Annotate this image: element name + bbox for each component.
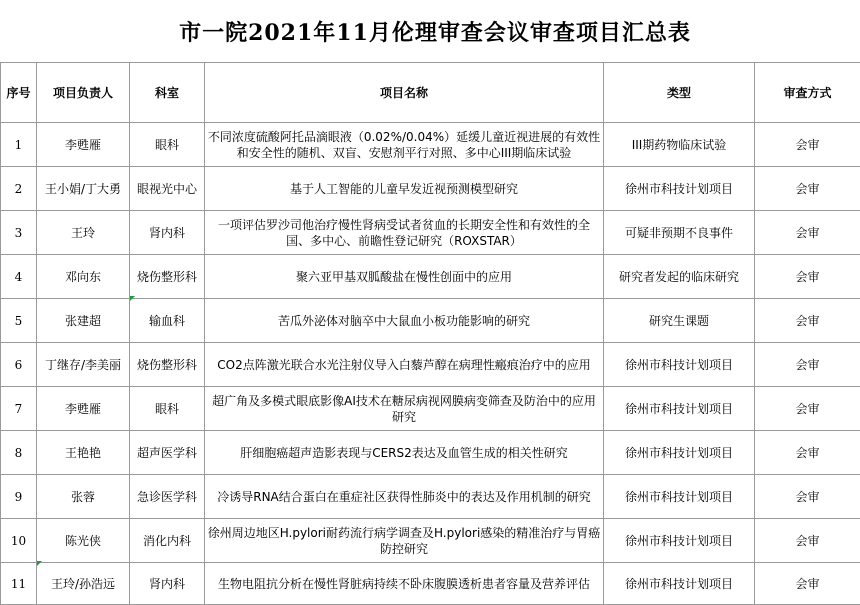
cell-type[interactable]: 徐州市科技计划项目 <box>604 563 755 605</box>
header-dept[interactable]: 科室 <box>130 63 205 123</box>
table-row <box>1 211 860 255</box>
cell-dept[interactable]: 超声医学科 <box>130 431 205 475</box>
cell-project-name[interactable]: 徐州周边地区H.pylori耐药流行病学调查及H.pylori感染的精准治疗与胃癌防控研究 <box>205 519 604 563</box>
cell-leader[interactable]: 邓向东 <box>37 255 130 299</box>
cell-project-name[interactable]: 苦瓜外泌体对脑卒中大鼠血小板功能影响的研究 <box>205 299 604 343</box>
cell-method[interactable]: 会审 <box>755 563 860 605</box>
cell-seq[interactable]: 2 <box>1 167 37 211</box>
cell-comment-marker <box>130 296 135 301</box>
cell-comment-marker <box>37 561 42 566</box>
cell-type[interactable]: 徐州市科技计划项目 <box>604 431 755 475</box>
table-row <box>1 475 860 519</box>
cell-dept[interactable]: 输血科 <box>130 299 205 343</box>
cell-project-name[interactable]: 一项评估罗沙司他治疗慢性肾病受试者贫血的长期安全性和有效性的全国、多中心、前瞻性登记研究（ROXSTAR） <box>205 211 604 255</box>
cell-dept[interactable]: 烧伤整形科 <box>130 343 205 387</box>
cell-method[interactable]: 会审 <box>755 211 860 255</box>
cell-type[interactable]: 徐州市科技计划项目 <box>604 475 755 519</box>
cell-dept[interactable]: 肾内科 <box>130 211 205 255</box>
cell-dept[interactable]: 烧伤整形科 <box>130 255 205 299</box>
cell-method[interactable]: 会审 <box>755 123 860 167</box>
header-method[interactable]: 审查方式 <box>755 63 860 123</box>
header-type[interactable]: 类型 <box>604 63 755 123</box>
cell-type[interactable]: 徐州市科技计划项目 <box>604 387 755 431</box>
cell-project-name[interactable]: 基于人工智能的儿童早发近视预测模型研究 <box>205 167 604 211</box>
summary-table <box>0 62 860 605</box>
table-row <box>1 299 860 343</box>
cell-method[interactable]: 会审 <box>755 343 860 387</box>
cell-dept[interactable]: 急诊医学科 <box>130 475 205 519</box>
cell-leader[interactable]: 陈光侠 <box>37 519 130 563</box>
cell-type[interactable]: 徐州市科技计划项目 <box>604 343 755 387</box>
table-body <box>1 123 860 605</box>
cell-leader[interactable]: 王玲 <box>37 211 130 255</box>
header-row <box>1 63 860 123</box>
cell-project-name[interactable]: 生物电阻抗分析在慢性肾脏病持续不卧床腹膜透析患者容量及营养评估 <box>205 563 604 605</box>
cell-project-name[interactable]: 超广角及多模式眼底影像AI技术在糖尿病视网膜病变筛查及防治中的应用研究 <box>205 387 604 431</box>
cell-seq[interactable]: 1 <box>1 123 37 167</box>
cell-seq[interactable]: 8 <box>1 431 37 475</box>
cell-dept[interactable]: 消化内科 <box>130 519 205 563</box>
table-row <box>1 343 860 387</box>
cell-project-name[interactable]: 肝细胞癌超声造影表现与CERS2表达及血管生成的相关性研究 <box>205 431 604 475</box>
cell-type[interactable]: 徐州市科技计划项目 <box>604 167 755 211</box>
table-row <box>1 255 860 299</box>
header-name[interactable]: 项目名称 <box>205 63 604 123</box>
cell-type[interactable]: 可疑非预期不良事件 <box>604 211 755 255</box>
cell-seq[interactable]: 6 <box>1 343 37 387</box>
cell-method[interactable]: 会审 <box>755 431 860 475</box>
cell-seq[interactable]: 4 <box>1 255 37 299</box>
cell-leader[interactable]: 张蓉 <box>37 475 130 519</box>
cell-type[interactable]: III期药物临床试验 <box>604 123 755 167</box>
cell-type[interactable]: 研究者发起的临床研究 <box>604 255 755 299</box>
cell-method[interactable]: 会审 <box>755 299 860 343</box>
cell-seq[interactable]: 5 <box>1 299 37 343</box>
table-row <box>1 431 860 475</box>
cell-seq[interactable]: 3 <box>1 211 37 255</box>
cell-seq[interactable]: 9 <box>1 475 37 519</box>
cell-method[interactable]: 会审 <box>755 387 860 431</box>
cell-dept[interactable]: 眼视光中心 <box>130 167 205 211</box>
table-row <box>1 123 860 167</box>
cell-project-name[interactable]: 不同浓度硫酸阿托品滴眼液（0.02%/0.04%）延缓儿童近视进展的有效性和安全性的随机、双盲、安慰剂平行对照、多中心III期临床试验 <box>205 123 604 167</box>
table-row <box>1 519 860 563</box>
table-row <box>1 167 860 211</box>
cell-type[interactable]: 研究生课题 <box>604 299 755 343</box>
cell-method[interactable]: 会审 <box>755 167 860 211</box>
cell-project-name[interactable]: 聚六亚甲基双胍酸盐在慢性创面中的应用 <box>205 255 604 299</box>
cell-dept[interactable]: 眼科 <box>130 123 205 167</box>
cell-seq[interactable]: 11 <box>1 563 37 605</box>
cell-leader[interactable]: 李甦雁 <box>37 387 130 431</box>
cell-method[interactable]: 会审 <box>755 475 860 519</box>
cell-seq[interactable]: 10 <box>1 519 37 563</box>
cell-project-name[interactable]: 冷诱导RNA结合蛋白在重症社区获得性肺炎中的表达及作用机制的研究 <box>205 475 604 519</box>
table-row <box>1 563 860 605</box>
cell-leader[interactable]: 王玲/孙浩远 <box>37 563 130 605</box>
cell-leader[interactable]: 王小娟/丁大勇 <box>37 167 130 211</box>
cell-method[interactable]: 会审 <box>755 255 860 299</box>
cell-leader[interactable]: 张建超 <box>37 299 130 343</box>
cell-dept[interactable]: 肾内科 <box>130 563 205 605</box>
cell-project-name[interactable]: CO2点阵激光联合水光注射仪导入白藜芦醇在病理性瘢痕治疗中的应用 <box>205 343 604 387</box>
cell-leader[interactable]: 王艳艳 <box>37 431 130 475</box>
cell-method[interactable]: 会审 <box>755 519 860 563</box>
title-bar <box>0 0 860 63</box>
cell-seq[interactable]: 7 <box>1 387 37 431</box>
cell-leader[interactable]: 李甦雁 <box>37 123 130 167</box>
table-row <box>1 387 860 431</box>
cell-dept[interactable]: 眼科 <box>130 387 205 431</box>
cell-type[interactable]: 徐州市科技计划项目 <box>604 519 755 563</box>
header-seq[interactable]: 序号 <box>1 63 37 123</box>
header-leader[interactable]: 项目负责人 <box>37 63 130 123</box>
page-title: 市一院2021年11月伦理审查会议审查项目汇总表 <box>179 19 691 46</box>
cell-leader[interactable]: 丁继存/李美丽 <box>37 343 130 387</box>
